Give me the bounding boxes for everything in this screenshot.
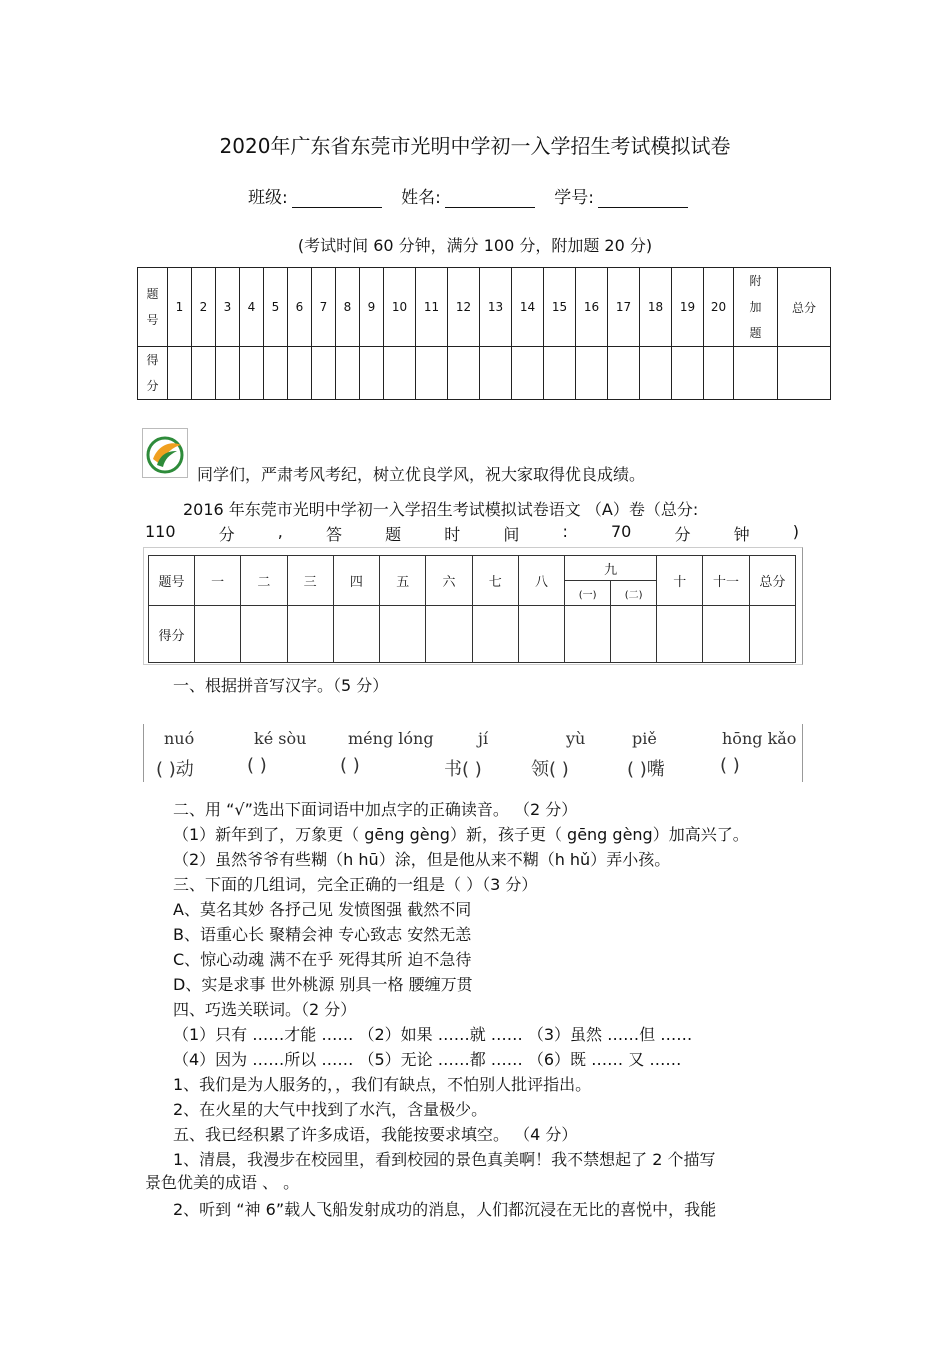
section-header: 十一 <box>703 556 749 606</box>
id-label: 学号: <box>554 188 594 208</box>
subtitle-token: 答 <box>325 525 342 544</box>
extra-question-header: 附加题 <box>734 268 778 347</box>
subtitle-token: 110 <box>145 522 176 541</box>
score-cell-2[interactable] <box>241 606 287 663</box>
score-cell[interactable] <box>608 347 640 400</box>
hanzi-blank-6[interactable]: ( )嘴 <box>627 759 665 780</box>
question-number-15: 15 <box>544 268 576 347</box>
question-number-5: 5 <box>264 268 288 347</box>
hanzi-blank-3[interactable]: ( ) <box>340 755 360 776</box>
question-number-12: 12 <box>448 268 480 347</box>
student-info-row <box>0 183 950 208</box>
q4-item-1: 1、我们是为人服务的，，我们有缺点，不怕别人批评指出。 <box>173 1075 592 1094</box>
score-cell[interactable] <box>240 347 264 400</box>
score-cell-2[interactable] <box>611 606 657 663</box>
q3-option-a: A、莫名其妙 各抒己见 发愤图强 截然不同 <box>173 900 472 919</box>
section-header: 五 <box>380 556 426 606</box>
question-number-7: 7 <box>312 268 336 347</box>
question-number-11: 11 <box>416 268 448 347</box>
q2-item-2: （2）虽然爷爷有些糊（h hū）涂，但是他从来不糊（h hǔ）弄小孩。 <box>173 850 671 869</box>
class-label: 班级: <box>247 188 288 208</box>
section-nine-sub-header: (一) <box>565 581 611 606</box>
question-number-6: 6 <box>288 268 312 347</box>
score-cell[interactable] <box>672 347 704 400</box>
score-cell[interactable] <box>416 347 448 400</box>
q3-option-b: B、语重心长 聚精会神 专心致志 安然无恙 <box>173 925 472 944</box>
score-cell-2[interactable] <box>333 606 379 663</box>
question-number-16: 16 <box>576 268 608 347</box>
q4-title: 四、巧选关联词。（2 分） <box>173 1000 357 1019</box>
q5-item-2: 2、听到 “神 6”载人飞船发射成功的消息，人们都沉浸在无比的喜悦中，我能 <box>173 1200 717 1219</box>
id-blank[interactable] <box>598 191 688 208</box>
subtitle-token: 分 <box>218 525 235 544</box>
greeting-text: 同学们，严肃考风考纪，树立优良学风，祝大家取得优良成绩。 <box>197 465 646 484</box>
section-header: 七 <box>472 556 518 606</box>
name-blank[interactable] <box>445 191 535 208</box>
question-number-9: 9 <box>360 268 384 347</box>
score-cell[interactable] <box>480 347 512 400</box>
section-header: 八 <box>518 556 564 606</box>
section-header: 二 <box>241 556 287 606</box>
score-cell[interactable] <box>264 347 288 400</box>
pinyin-7: hōng kǎo <box>722 729 797 748</box>
q5-title: 五、我已经积累了许多成语，我能按要求填空。 （4 分） <box>173 1125 578 1144</box>
class-blank[interactable] <box>292 191 382 208</box>
score-cell[interactable] <box>384 347 416 400</box>
total-score-cell[interactable] <box>778 347 831 400</box>
extra-score-cell[interactable] <box>734 347 778 400</box>
section-header-nine: 九 <box>565 556 657 581</box>
question-number-4: 4 <box>240 268 264 347</box>
exam-info: (考试时间 60 分钟，满分 100 分，附加题 20 分) <box>297 236 653 255</box>
q3-title: 三、下面的几组词，完全正确的一组是（ ）（3 分） <box>173 875 538 894</box>
score-cell-2[interactable] <box>426 606 472 663</box>
score-cell-2[interactable] <box>518 606 564 663</box>
school-logo <box>142 428 188 478</box>
question-number-17: 17 <box>608 268 640 347</box>
section-header: 一 <box>195 556 241 606</box>
pinyin-3: méng lóng <box>348 729 434 748</box>
question-number-10: 10 <box>384 268 416 347</box>
score-cell-2[interactable] <box>703 606 749 663</box>
question-number-2: 2 <box>192 268 216 347</box>
score-cell[interactable] <box>640 347 672 400</box>
subtitle-token: ) <box>792 522 799 541</box>
question-number-8: 8 <box>336 268 360 347</box>
score-cell[interactable] <box>576 347 608 400</box>
total-score-header: 总分 <box>778 268 831 347</box>
question-number-20: 20 <box>704 268 734 347</box>
pinyin-6: piě <box>632 729 657 748</box>
pinyin-box <box>143 724 803 782</box>
section-header: 十 <box>657 556 703 606</box>
hanzi-blank-7[interactable]: ( ) <box>720 755 740 776</box>
section-header: 六 <box>426 556 472 606</box>
pinyin-4: jí <box>478 729 489 748</box>
score-cell-2[interactable] <box>657 606 703 663</box>
section-header: 三 <box>287 556 333 606</box>
section-header: 四 <box>333 556 379 606</box>
score-cell[interactable] <box>336 347 360 400</box>
score-cell[interactable] <box>448 347 480 400</box>
subtitle-token: 70 <box>610 522 632 541</box>
q4-options-row-1: （1）只有 ……才能 …… （2）如果 ……就 …… （3）虽然 ……但 …… <box>173 1025 693 1044</box>
score-cell-2[interactable] <box>195 606 241 663</box>
score-cell-2[interactable] <box>749 606 795 663</box>
subtitle-token: 钟 <box>733 525 750 544</box>
q1-title: 一、根据拼音写汉字。（5 分） <box>173 676 389 695</box>
score-cell-2[interactable] <box>565 606 611 663</box>
page-title: 2020年广东省东莞市光明中学初一入学招生考试模拟试卷 <box>219 134 731 158</box>
score-cell[interactable] <box>192 347 216 400</box>
score-cell-2[interactable] <box>472 606 518 663</box>
subtitle-token: 时 <box>444 525 461 544</box>
pinyin-5: yù <box>566 729 586 748</box>
subtitle-line-1: 2016 年东莞市光明中学初一入学招生考试模拟试卷语文 （A）卷（总分: <box>183 500 699 519</box>
q2-title: 二、用 “√”选出下面词语中加点字的正确读音。 （2 分） <box>173 800 578 819</box>
score-cell[interactable] <box>512 347 544 400</box>
question-number-1: 1 <box>168 268 192 347</box>
subtitle-token: 间 <box>503 525 520 544</box>
q4-options-row-2: （4）因为 ……所以 …… （5）无论 ……都 …… （6）既 …… 又 …… <box>173 1050 682 1069</box>
section-nine-sub-header: (二) <box>611 581 657 606</box>
q3-option-d: D、实是求事 世外桃源 别具一格 腰缠万贯 <box>173 975 473 994</box>
score-cell[interactable] <box>704 347 734 400</box>
score-cell-2[interactable] <box>287 606 333 663</box>
q5-item-1-cont: 景色优美的成语 、 。 <box>145 1173 300 1192</box>
hanzi-blank-5[interactable]: 领( ) <box>531 759 569 780</box>
score-cell[interactable] <box>216 347 240 400</box>
total-header-2: 总分 <box>749 556 795 606</box>
q5-item-1: 1、清晨，我漫步在校园里，看到校园的景色真美啊！我不禁想起了 2 个描写 <box>173 1150 716 1169</box>
question-number-19: 19 <box>672 268 704 347</box>
subtitle-token: : <box>562 522 568 541</box>
score-table-1 <box>137 267 831 400</box>
score-cell-2[interactable] <box>380 606 426 663</box>
score-table-2 <box>148 555 796 663</box>
q2-item-1: （1）新年到了，万象更（ gēng gèng）新，孩子更（ gēng gèng）加高兴了。 <box>173 825 749 844</box>
score-cell[interactable] <box>288 347 312 400</box>
subtitle-line-2 <box>145 522 799 545</box>
pinyin-1: nuó <box>164 729 195 748</box>
score-cell[interactable] <box>544 347 576 400</box>
question-number-3: 3 <box>216 268 240 347</box>
row-header-number: 题号 <box>138 268 168 347</box>
row-header-score-2: 得分 <box>149 606 195 663</box>
pinyin-2: ké sòu <box>254 729 307 748</box>
hanzi-blank-2[interactable]: ( ) <box>247 755 267 776</box>
hanzi-blank-1[interactable]: ( )动 <box>156 759 194 780</box>
subtitle-token: 分 <box>674 525 691 544</box>
question-number-18: 18 <box>640 268 672 347</box>
score-cell[interactable] <box>312 347 336 400</box>
row-header-score: 得分 <box>138 347 168 400</box>
question-number-14: 14 <box>512 268 544 347</box>
score-cell[interactable] <box>168 347 192 400</box>
hanzi-blank-4[interactable]: 书( ) <box>444 759 482 780</box>
q3-option-c: C、惊心动魂 满不在乎 死得其所 迫不急待 <box>173 950 472 969</box>
name-label: 姓名: <box>401 188 441 208</box>
subtitle-token: , <box>277 522 283 541</box>
q4-item-2: 2、在火星的大气中找到了水汽，含量极少。 <box>173 1100 488 1119</box>
subtitle-token: 题 <box>385 525 402 544</box>
row-header-number-2: 题号 <box>149 556 195 606</box>
score-cell[interactable] <box>360 347 384 400</box>
question-number-13: 13 <box>480 268 512 347</box>
